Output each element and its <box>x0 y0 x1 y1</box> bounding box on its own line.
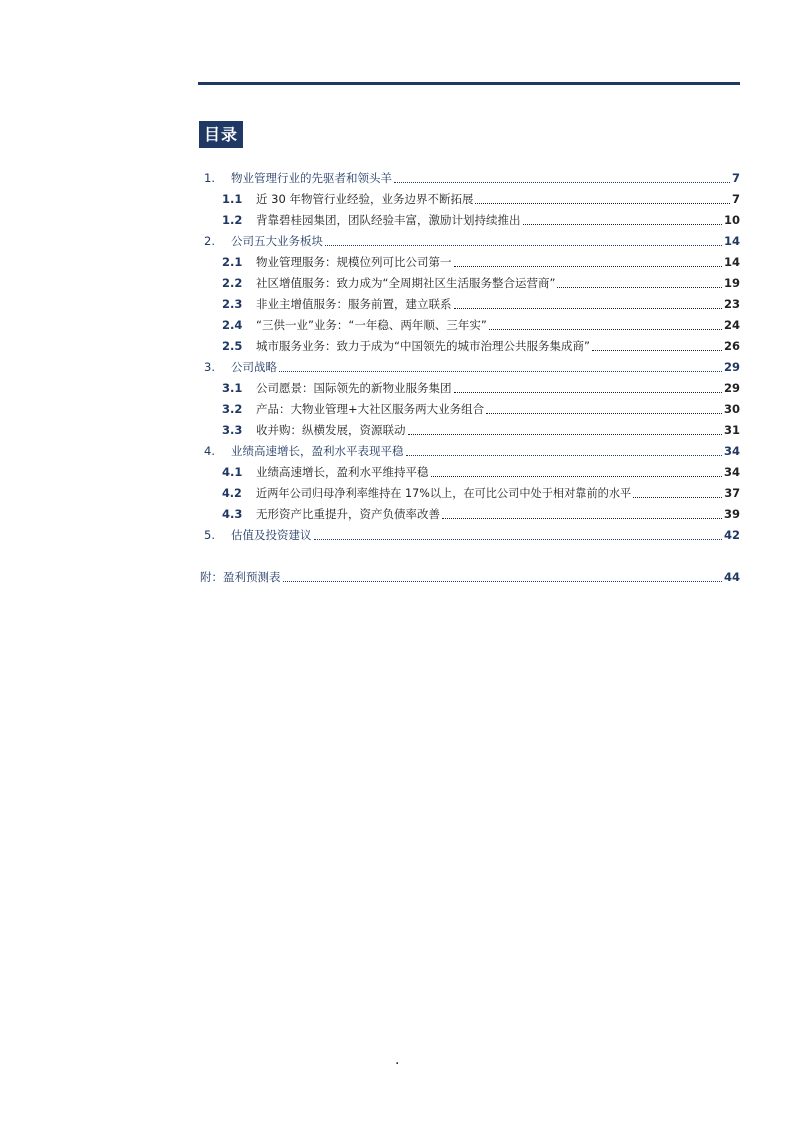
toc-entry-text: 估值及投资建议 <box>231 528 312 542</box>
toc-entry-number: 2.5 <box>222 339 243 353</box>
toc-entry-number: 4. <box>204 444 215 458</box>
toc-entry-text: 业绩高速增长，盈利水平维持平稳 <box>256 465 429 479</box>
header-rule <box>198 82 740 85</box>
toc-entry-text: 近两年公司归母净利率维持在 17%以上，在可比公司中处于相对靠前的水平 <box>256 487 632 500</box>
toc-entry-page: 7 <box>731 192 740 206</box>
dot-leader <box>454 266 722 267</box>
toc-entry-text: 业绩高速增长，盈利水平表现平稳 <box>231 444 404 458</box>
toc-entry-page: 14 <box>723 255 740 269</box>
toc-entry-number: 3.1 <box>222 381 243 395</box>
toc-entry-text: 物业管理行业的先驱者和领头羊 <box>231 171 392 185</box>
toc-entry[interactable] <box>200 523 740 543</box>
dot-leader <box>557 287 722 288</box>
toc-entry-text: 背靠碧桂园集团，团队经验丰富，激励计划持续推出 <box>256 213 521 227</box>
toc-entry[interactable] <box>200 334 740 354</box>
toc-entry-text: 公司战略 <box>231 360 277 374</box>
toc-entry-page: 26 <box>723 339 740 353</box>
toc-entry-page: 19 <box>723 276 740 290</box>
dot-leader <box>475 203 730 204</box>
toc-entry-page: 7 <box>731 171 740 185</box>
toc-entry-text: 产品：大物业管理+大社区服务两大业务组合 <box>256 402 485 416</box>
toc-entry-page: 14 <box>723 234 740 248</box>
toc-entry-page: 31 <box>723 423 740 437</box>
toc-entry-page: 37 <box>724 487 740 500</box>
toc-entry-text: 近 30 年物管行业经验，业务边界不断拓展 <box>256 192 474 206</box>
toc-entry[interactable] <box>200 397 740 417</box>
toc-entry-number: 5. <box>204 528 215 542</box>
toc-entry-text: 城市服务业务：致力于成为“中国领先的城市治理公共服务集成商” <box>256 339 590 353</box>
toc-entry-text: 物业管理服务：规模位列可比公司第一 <box>256 255 452 269</box>
toc-entry-number: 3.2 <box>222 402 243 416</box>
dot-leader <box>314 539 722 540</box>
toc-entry-page: 42 <box>723 528 740 542</box>
toc-entry[interactable] <box>200 502 740 522</box>
toc-entry-text: 收并购：纵横发展，资源联动 <box>256 423 406 437</box>
toc-entry-page: 29 <box>723 381 740 395</box>
toc-entry-number: 1.1 <box>222 192 243 206</box>
toc-entry[interactable] <box>200 460 740 480</box>
toc-entry-number: 2.4 <box>222 318 243 332</box>
toc-entry-text: 公司愿景：国际领先的新物业服务集团 <box>256 381 452 395</box>
toc-entry-number: 2.1 <box>222 255 243 269</box>
toc-entry-appendix[interactable] <box>200 565 740 585</box>
toc-entry-number: 4.2 <box>222 487 242 500</box>
toc-entry-number: 4.3 <box>222 507 243 521</box>
toc-entry[interactable] <box>200 166 740 186</box>
toc-entry-page: 30 <box>723 402 740 416</box>
dot-leader <box>406 455 722 456</box>
toc-entry-page: 24 <box>723 318 740 332</box>
toc-entry-page: 39 <box>723 507 740 521</box>
toc-title: 目录 <box>199 121 243 148</box>
toc-entry[interactable] <box>200 208 740 228</box>
toc-entry[interactable] <box>200 187 740 207</box>
toc-entry-page: 23 <box>723 297 740 311</box>
toc-entry-number: 3. <box>204 360 215 374</box>
toc-entry[interactable] <box>200 439 740 459</box>
dot-leader <box>325 245 722 246</box>
toc-entry-number: 1. <box>204 171 215 185</box>
toc-entry-page: 34 <box>723 465 740 479</box>
toc-entry-text: 公司五大业务板块 <box>231 234 323 248</box>
dot-leader <box>486 413 722 414</box>
toc-entry-number: 4.1 <box>222 465 243 479</box>
toc-entry-text: 附：盈利预测表 <box>200 570 281 584</box>
toc-entry-number: 2.3 <box>222 297 243 311</box>
dot-leader <box>633 497 722 498</box>
toc-entry[interactable] <box>200 292 740 312</box>
toc-entry-text: “三供一业”业务：“一年稳、两年顺、三年实” <box>256 318 487 332</box>
toc-entry-page: 34 <box>723 444 740 458</box>
footer-mark: . <box>395 1052 400 1068</box>
dot-leader <box>454 392 722 393</box>
dot-leader <box>489 329 722 330</box>
dot-leader <box>394 182 730 183</box>
toc-entry-text: 社区增值服务：致力成为“全周期社区生活服务整合运营商” <box>256 276 556 290</box>
toc-entry-page: 29 <box>723 360 740 374</box>
dot-leader <box>523 224 722 225</box>
toc-entry-text: 无形资产比重提升，资产负债率改善 <box>256 507 440 521</box>
dot-leader <box>454 308 722 309</box>
toc-entry-number: 2. <box>204 234 215 248</box>
dot-leader <box>442 518 722 519</box>
dot-leader <box>408 434 722 435</box>
toc-entry[interactable] <box>200 271 740 291</box>
toc-entry[interactable] <box>200 355 740 375</box>
toc-entry-text: 非业主增值服务：服务前置，建立联系 <box>256 297 452 311</box>
dot-leader <box>592 350 722 351</box>
toc-entry[interactable] <box>200 376 740 396</box>
toc-entry-page: 10 <box>723 213 740 227</box>
dot-leader <box>279 371 722 372</box>
dot-leader <box>431 476 722 477</box>
toc-entry-page: 44 <box>723 570 740 584</box>
toc-entry[interactable] <box>200 418 740 438</box>
toc-entry[interactable] <box>200 229 740 249</box>
toc-entry-number: 2.2 <box>222 276 243 290</box>
toc-entry[interactable] <box>200 250 740 270</box>
toc-entry[interactable] <box>200 313 740 333</box>
toc-entry[interactable] <box>200 481 740 501</box>
toc-entry-number: 1.2 <box>222 213 243 227</box>
dot-leader <box>283 581 722 582</box>
toc-entry-number: 3.3 <box>222 423 243 437</box>
